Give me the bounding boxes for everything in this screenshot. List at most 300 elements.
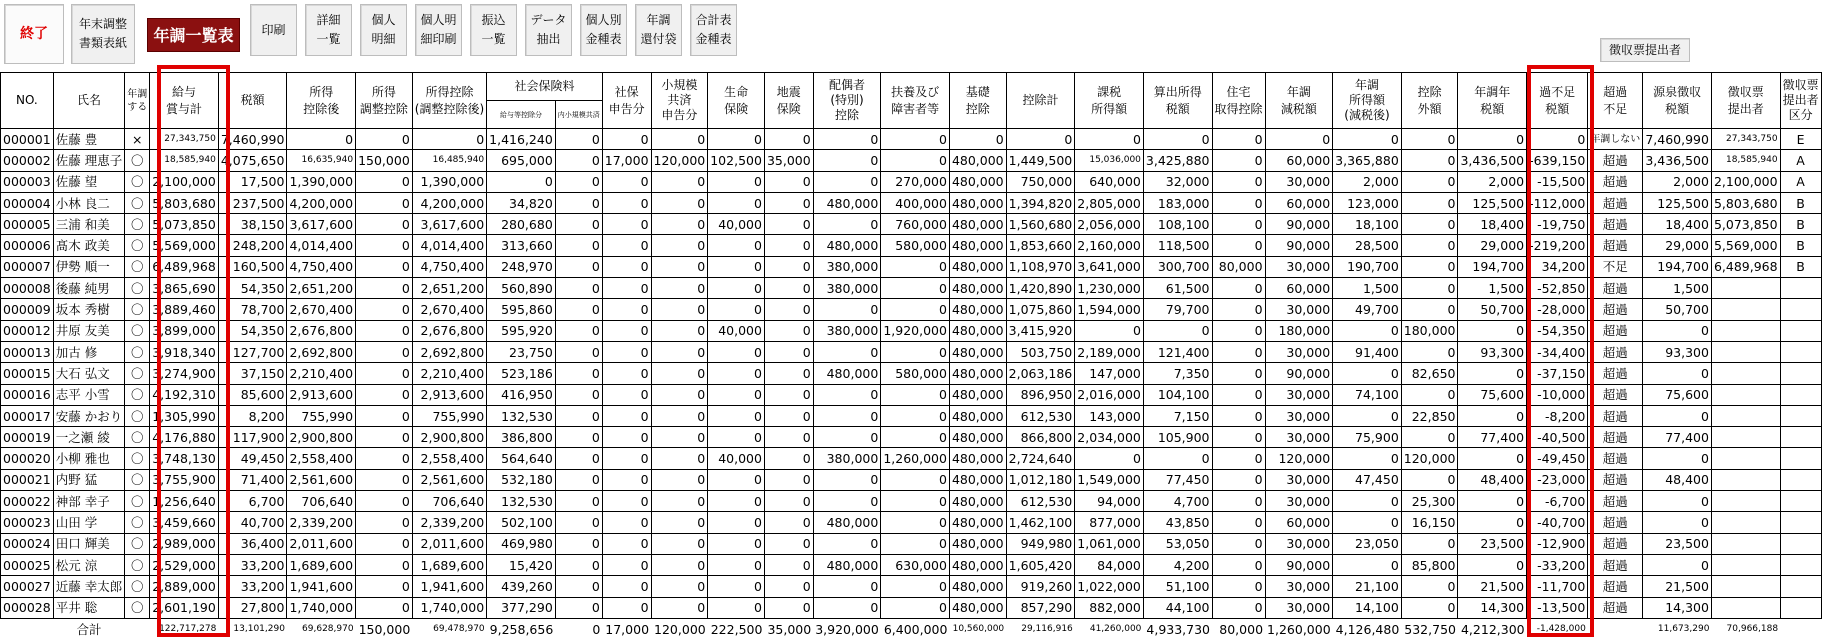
cell: 0 <box>602 384 651 405</box>
cell: -40,500 <box>1527 427 1588 448</box>
cell: 2,692,800 <box>412 341 486 362</box>
cell: 2,601,190 <box>150 597 219 618</box>
cell: 480,000 <box>949 150 1006 171</box>
table-row[interactable] <box>1 214 1822 235</box>
cell: 1,740,000 <box>287 597 356 618</box>
cell: 1,230,000 <box>1075 278 1144 299</box>
cell: 0 <box>602 214 651 235</box>
table-row[interactable] <box>1 278 1822 299</box>
cell: 0 <box>1212 576 1265 597</box>
cell: 377,290 <box>487 597 556 618</box>
cell: 18,585,940 <box>1711 150 1780 171</box>
cell: -8,200 <box>1527 405 1588 426</box>
cell: 30,000 <box>1265 427 1333 448</box>
cell: 0 <box>1401 427 1458 448</box>
detail-label-1: 詳細 <box>316 13 341 27</box>
cell: 123,000 <box>1333 192 1402 213</box>
cell: 194,700 <box>1458 256 1527 277</box>
cell: 0 <box>708 512 765 533</box>
cell: 0 <box>1643 554 1712 575</box>
table-row[interactable] <box>1 341 1822 362</box>
cell: 超過 <box>1588 405 1643 426</box>
cell: 30,000 <box>1265 384 1333 405</box>
cell <box>1711 427 1780 448</box>
cell: 0 <box>602 299 651 320</box>
cell: 0 <box>813 299 881 320</box>
cell: 0 <box>881 469 950 490</box>
cell: 0 <box>651 363 708 384</box>
table-row[interactable] <box>1 171 1822 192</box>
exit-button[interactable] <box>4 4 64 64</box>
header-tax-difference: 過不足 税額 <box>1527 73 1588 129</box>
table-row[interactable] <box>1 192 1822 213</box>
cell: 5,073,850 <box>1711 214 1780 235</box>
table-row[interactable] <box>1 469 1822 490</box>
cell: 0 <box>602 427 651 448</box>
cell: 480,000 <box>949 299 1006 320</box>
employee-name: 神部 幸子 <box>53 491 124 512</box>
cell: 48,400 <box>1643 469 1712 490</box>
personal-print-label-2: 細印刷 <box>420 32 457 46</box>
cell: -33,200 <box>1527 554 1588 575</box>
cell: 79,700 <box>1143 299 1212 320</box>
cell: 102,500 <box>708 150 765 171</box>
cell <box>1711 448 1780 469</box>
cell: 0 <box>1333 491 1402 512</box>
cell: -54,350 <box>1527 320 1588 341</box>
cell: 0 <box>764 214 813 235</box>
cell: -19,750 <box>1527 214 1588 235</box>
cell: 37,150 <box>218 363 287 384</box>
cell: 14,300 <box>1643 597 1712 618</box>
cell: 14,100 <box>1333 597 1402 618</box>
cell: 15,420 <box>487 554 556 575</box>
table-row[interactable] <box>1 448 1822 469</box>
cell: 630,000 <box>881 554 950 575</box>
per-person-denomination-button[interactable] <box>580 4 627 56</box>
cell: 1,500 <box>1643 278 1712 299</box>
cell: 33,200 <box>218 576 287 597</box>
cell <box>1711 405 1780 426</box>
cell: 1,605,420 <box>1006 554 1075 575</box>
cell: 480,000 <box>949 597 1006 618</box>
cell: 23,500 <box>1458 533 1527 554</box>
cell: 〇 <box>125 554 150 575</box>
annual-list-button[interactable] <box>147 18 240 52</box>
cell: 313,660 <box>487 235 556 256</box>
cell: 0 <box>708 192 765 213</box>
employee-name: 一之瀬 綾 <box>53 427 124 448</box>
cell: 80,000 <box>1212 256 1265 277</box>
cell: 0 <box>813 427 881 448</box>
cell: 640,000 <box>1075 171 1144 192</box>
table-row[interactable] <box>1 554 1822 575</box>
cell: 0 <box>949 129 1006 150</box>
employee-name: 佐藤 豊 <box>53 129 124 150</box>
cell: 0 <box>1212 235 1265 256</box>
cell: 0 <box>813 491 881 512</box>
cell: 0 <box>1265 129 1333 150</box>
cell: 3,365,880 <box>1333 150 1402 171</box>
table-row[interactable] <box>1 129 1822 150</box>
annual-adjustment-table <box>0 72 1822 640</box>
cell: 1,462,100 <box>1006 512 1075 533</box>
table-row[interactable] <box>1 384 1822 405</box>
table-row[interactable] <box>1 576 1822 597</box>
cell: 0 <box>651 235 708 256</box>
total-value: 69,478,970 <box>412 618 486 639</box>
cell: 17,500 <box>218 171 287 192</box>
cell: 77,450 <box>1143 469 1212 490</box>
cell: 4,192,310 <box>150 384 219 405</box>
cell <box>1780 363 1821 384</box>
table-row[interactable] <box>1 533 1822 554</box>
cell: 〇 <box>125 171 150 192</box>
cell: 0 <box>555 129 602 150</box>
personal-detail-button[interactable] <box>360 4 407 56</box>
employee-no: 000001 <box>1 129 54 150</box>
total-value: -1,428,000 <box>1527 618 1588 639</box>
refund-envelope-button[interactable] <box>635 4 682 56</box>
cell: 0 <box>287 129 356 150</box>
cell: 〇 <box>125 427 150 448</box>
cell: 超過 <box>1588 150 1643 171</box>
cell: 300,700 <box>1143 256 1212 277</box>
cell: 34,820 <box>487 192 556 213</box>
cell: 0 <box>555 214 602 235</box>
cell: 2,160,000 <box>1075 235 1144 256</box>
cell: 2,651,200 <box>287 278 356 299</box>
cell: 0 <box>651 192 708 213</box>
table-row[interactable] <box>1 363 1822 384</box>
cell: 0 <box>764 491 813 512</box>
cell: 0 <box>1643 491 1712 512</box>
cell: 480,000 <box>949 427 1006 448</box>
cell: 4,014,400 <box>412 235 486 256</box>
cell: 595,920 <box>487 320 556 341</box>
cell: 0 <box>555 554 602 575</box>
cell: 0 <box>813 384 881 405</box>
cell: 〇 <box>125 512 150 533</box>
header-submitter-class: 徴収票 提出者 区分 <box>1780 73 1821 129</box>
cell: 〇 <box>125 278 150 299</box>
cell: 0 <box>764 405 813 426</box>
total-denomination-button[interactable] <box>690 4 737 56</box>
cell: 超過 <box>1588 320 1643 341</box>
cell: 36,400 <box>218 533 287 554</box>
cell: 480,000 <box>949 533 1006 554</box>
cell: 595,860 <box>487 299 556 320</box>
cell: 380,000 <box>813 278 881 299</box>
cell: 29,000 <box>1643 235 1712 256</box>
employee-name: 髙木 政美 <box>53 235 124 256</box>
detail-list-button[interactable] <box>305 4 352 56</box>
cell: 6,489,968 <box>150 256 219 277</box>
header-deduction-total: 控除計 <box>1006 73 1075 129</box>
cell: 0 <box>1401 278 1458 299</box>
cell: 0 <box>708 363 765 384</box>
cell: 0 <box>555 278 602 299</box>
cell: 23,750 <box>487 341 556 362</box>
cell: 0 <box>764 299 813 320</box>
cell: 〇 <box>125 341 150 362</box>
cell: 0 <box>1212 491 1265 512</box>
cover-sheet-button[interactable] <box>71 4 135 64</box>
cell: 0 <box>651 256 708 277</box>
cell: 480,000 <box>949 278 1006 299</box>
cell: 14,300 <box>1458 597 1527 618</box>
cell: 0 <box>602 469 651 490</box>
cell: 120,000 <box>651 150 708 171</box>
cell: 0 <box>813 341 881 362</box>
cell: 1,689,600 <box>287 554 356 575</box>
table-row[interactable] <box>1 299 1822 320</box>
cell: 〇 <box>125 491 150 512</box>
cell: 882,000 <box>1075 597 1144 618</box>
cell: 25,300 <box>1401 491 1458 512</box>
cell: 71,400 <box>218 469 287 490</box>
cell: 1,260,000 <box>881 448 950 469</box>
table-row[interactable] <box>1 256 1822 277</box>
cell: 5,569,000 <box>150 235 219 256</box>
cell: 2,100,000 <box>1711 171 1780 192</box>
cell: 1,689,600 <box>412 554 486 575</box>
cell: 0 <box>1643 448 1712 469</box>
cell <box>1780 491 1821 512</box>
personal-print-button[interactable] <box>415 4 462 56</box>
cell: 0 <box>764 256 813 277</box>
cell: 0 <box>764 278 813 299</box>
cell: 564,640 <box>487 448 556 469</box>
total-kind-label-1: 合計表 <box>695 13 732 27</box>
cell: 0 <box>651 427 708 448</box>
cell: 121,400 <box>1143 341 1212 362</box>
cell: 2,529,000 <box>150 554 219 575</box>
cell: 0 <box>708 171 765 192</box>
cell: 0 <box>881 341 950 362</box>
table-row[interactable] <box>1 320 1822 341</box>
cell: 94,000 <box>1075 491 1144 512</box>
employee-no: 000015 <box>1 363 54 384</box>
cell: 480,000 <box>949 192 1006 213</box>
transfer-list-button[interactable] <box>470 4 517 56</box>
cell: 0 <box>602 256 651 277</box>
total-value: 120,000 <box>651 618 708 639</box>
cell: 4,750,400 <box>287 256 356 277</box>
cell: 4,700 <box>1143 491 1212 512</box>
cell: 105,900 <box>1143 427 1212 448</box>
cell: 1,560,680 <box>1006 214 1075 235</box>
cell: 0 <box>1212 341 1265 362</box>
cell: 2,210,400 <box>412 363 486 384</box>
cell: 0 <box>602 341 651 362</box>
cell: 51,100 <box>1143 576 1212 597</box>
cell: 523,186 <box>487 363 556 384</box>
table-row[interactable] <box>1 512 1822 533</box>
cell: 0 <box>1401 597 1458 618</box>
cell: 4,750,400 <box>412 256 486 277</box>
cell: 118,500 <box>1143 235 1212 256</box>
cell: -49,450 <box>1527 448 1588 469</box>
table-row[interactable] <box>1 427 1822 448</box>
data-extract-button[interactable] <box>525 4 572 56</box>
cell: 1,740,000 <box>412 597 486 618</box>
employee-no: 000004 <box>1 192 54 213</box>
cell: 91,400 <box>1333 341 1402 362</box>
cell: 480,000 <box>813 192 881 213</box>
cell: 0 <box>708 235 765 256</box>
cell: 0 <box>555 448 602 469</box>
cell: 480,000 <box>813 512 881 533</box>
cell <box>1780 576 1821 597</box>
cell: 0 <box>1212 384 1265 405</box>
cell: 30,000 <box>1265 341 1333 362</box>
cell: 1,420,890 <box>1006 278 1075 299</box>
cell: 0 <box>764 576 813 597</box>
cell: 0 <box>555 576 602 597</box>
cell: 超過 <box>1588 278 1643 299</box>
table-row[interactable] <box>1 235 1822 256</box>
cell: 2,900,800 <box>287 427 356 448</box>
cell: 0 <box>356 427 413 448</box>
cell: 7,150 <box>1143 405 1212 426</box>
print-button[interactable] <box>250 4 297 56</box>
cell: 0 <box>651 491 708 512</box>
cell: 60,000 <box>1265 512 1333 533</box>
cell: 0 <box>602 278 651 299</box>
employee-no: 000003 <box>1 171 54 192</box>
cell: 0 <box>1075 448 1144 469</box>
cell: 7,460,990 <box>218 129 287 150</box>
table-row[interactable] <box>1 150 1822 171</box>
cell: 0 <box>602 576 651 597</box>
cell: 480,000 <box>949 214 1006 235</box>
cell: 480,000 <box>949 341 1006 362</box>
cell: 0 <box>1212 299 1265 320</box>
cell: 237,500 <box>218 192 287 213</box>
by-person-label-1: 個人別 <box>585 13 622 27</box>
cell: 0 <box>1006 129 1075 150</box>
cell: 480,000 <box>949 491 1006 512</box>
header-housing-deduction: 住宅 取得控除 <box>1212 73 1265 129</box>
header-submitter: 徴収票 提出者 <box>1711 73 1780 129</box>
employee-name: 加古 修 <box>53 341 124 362</box>
cell: 3,274,900 <box>150 363 219 384</box>
cell: 0 <box>881 427 950 448</box>
cell: 27,800 <box>218 597 287 618</box>
cell: 不足 <box>1588 256 1643 277</box>
total-value: 4,126,480 <box>1333 618 1402 639</box>
table-row[interactable] <box>1 491 1822 512</box>
cell: 〇 <box>125 405 150 426</box>
cell: 〇 <box>125 597 150 618</box>
cell: 0 <box>1643 320 1712 341</box>
cell: -219,200 <box>1527 235 1588 256</box>
employee-no: 000007 <box>1 256 54 277</box>
cell: 60,000 <box>1265 150 1333 171</box>
employee-no: 000008 <box>1 278 54 299</box>
cell: 0 <box>356 214 413 235</box>
cell <box>1711 299 1780 320</box>
cell: 0 <box>356 129 413 150</box>
cell: 0 <box>555 491 602 512</box>
cell: 0 <box>764 320 813 341</box>
employee-no: 000021 <box>1 469 54 490</box>
cell: 866,800 <box>1006 427 1075 448</box>
cell: 380,000 <box>813 256 881 277</box>
cell: 0 <box>764 597 813 618</box>
cell: 480,000 <box>949 320 1006 341</box>
cell: 3,425,880 <box>1143 150 1212 171</box>
submitter-button[interactable] <box>1600 38 1690 62</box>
cell: 1,941,600 <box>412 576 486 597</box>
cell: 0 <box>356 384 413 405</box>
cell <box>1711 554 1780 575</box>
cell: 18,400 <box>1643 214 1712 235</box>
employee-name: 志平 小雪 <box>53 384 124 405</box>
cell: 0 <box>764 129 813 150</box>
cell: -11,700 <box>1527 576 1588 597</box>
cell: 2,561,600 <box>412 469 486 490</box>
cell: 〇 <box>125 299 150 320</box>
cell: 2,900,800 <box>412 427 486 448</box>
total-value: 6,400,000 <box>881 618 950 639</box>
cell: 0 <box>602 405 651 426</box>
cell: 1,012,180 <box>1006 469 1075 490</box>
cell: 0 <box>651 554 708 575</box>
cell: 0 <box>1401 576 1458 597</box>
cell: 0 <box>555 427 602 448</box>
cell <box>1780 597 1821 618</box>
cell: 190,700 <box>1333 256 1402 277</box>
cell: 0 <box>708 256 765 277</box>
header-name: 氏名 <box>53 73 124 129</box>
cell: 22,850 <box>1401 405 1458 426</box>
cell <box>1711 278 1780 299</box>
table-row[interactable] <box>1 597 1822 618</box>
cell: 0 <box>602 533 651 554</box>
table-row[interactable] <box>1 405 1822 426</box>
cell: -28,000 <box>1527 299 1588 320</box>
cell: 27,343,750 <box>150 129 219 150</box>
cell: 0 <box>1143 320 1212 341</box>
cell: 180,000 <box>1401 320 1458 341</box>
cell: 0 <box>651 320 708 341</box>
cell: 1,941,600 <box>287 576 356 597</box>
cell: 755,990 <box>287 405 356 426</box>
employee-name: 佐藤 望 <box>53 171 124 192</box>
cell: 580,000 <box>881 363 950 384</box>
cell: 0 <box>1333 448 1402 469</box>
cell: 0 <box>651 512 708 533</box>
header-nencho: 年調 する <box>125 73 150 129</box>
cell: 0 <box>555 192 602 213</box>
cell: 1,594,000 <box>1075 299 1144 320</box>
cell: 0 <box>764 427 813 448</box>
employee-no: 000023 <box>1 512 54 533</box>
cell: 53,050 <box>1143 533 1212 554</box>
cell: 0 <box>1401 384 1458 405</box>
cell: 0 <box>813 469 881 490</box>
cell: 30,000 <box>1265 597 1333 618</box>
cell: 0 <box>602 320 651 341</box>
cell: 0 <box>1401 256 1458 277</box>
cell: 0 <box>764 469 813 490</box>
cell: 0 <box>708 278 765 299</box>
employee-name: 小林 良二 <box>53 192 124 213</box>
cell: 180,000 <box>1265 320 1333 341</box>
cell: 0 <box>1143 129 1212 150</box>
